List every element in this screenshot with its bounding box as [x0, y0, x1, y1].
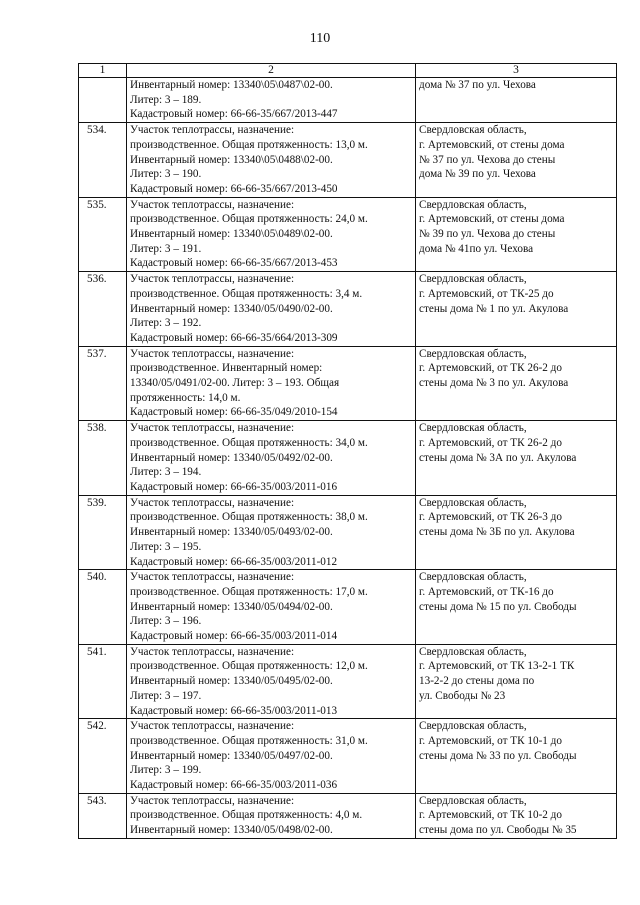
page-number: 110	[309, 31, 331, 46]
object-location	[416, 197, 617, 272]
description-line: Литер: 3 – 196.	[130, 615, 202, 628]
object-description	[127, 123, 416, 198]
description-line: Инвентарный номер: 13340/05/0490/02-00.	[130, 302, 333, 315]
location-line: стены дома № 33 по ул. Свободы	[419, 749, 577, 762]
description-line: производственное. Общая протяженность: 3,4 м.	[130, 287, 363, 300]
location-line: г. Артемовский, от ТК 10-1 до	[419, 734, 562, 747]
description-line: Инвентарный номер: 13340/05/0497/02-00.	[130, 749, 333, 762]
object-location	[416, 644, 617, 719]
table-row	[79, 272, 617, 347]
row-number: 541.	[79, 644, 127, 719]
location-line: Свердловская область,	[419, 124, 527, 137]
row-number: 540.	[79, 570, 127, 645]
location-line: Свердловская область,	[419, 422, 527, 435]
object-description	[127, 570, 416, 645]
location-line: Свердловская область,	[419, 273, 527, 286]
description-line: Литер: 3 – 192.	[130, 317, 202, 330]
location-line: стены дома по ул. Свободы № 35	[419, 824, 577, 837]
description-line: Кадастровый номер: 66-66-35/049/2010-154	[130, 406, 338, 419]
object-location	[416, 719, 617, 794]
object-location	[416, 495, 617, 570]
description-line: Участок теплотрассы, назначение:	[130, 720, 295, 733]
row-number: 542.	[79, 719, 127, 794]
description-line: Кадастровый номер: 66-66-35/003/2011-013	[130, 704, 338, 717]
description-line: 13340/05/0491/02-00. Литер: 3 – 193. Общая	[130, 377, 340, 390]
property-table	[78, 63, 617, 839]
location-line: дома № 41по ул. Чехова	[419, 242, 534, 255]
object-location	[416, 570, 617, 645]
description-line: Кадастровый номер: 66-66-35/003/2011-036	[130, 779, 338, 792]
location-line: Свердловская область,	[419, 198, 527, 211]
description-line: Кадастровый номер: 66-66-35/667/2013-450	[130, 182, 338, 195]
table-row	[79, 719, 617, 794]
location-line: дома № 39 по ул. Чехова	[419, 168, 536, 181]
description-line: производственное. Инвентарный номер:	[130, 362, 323, 375]
description-line: Кадастровый номер: 66-66-35/003/2011-012	[130, 555, 338, 568]
location-line: стены дома № 3Б по ул. Акулова	[419, 526, 575, 539]
description-line: Литер: 3 – 199.	[130, 764, 202, 777]
description-line: Участок теплотрассы, назначение:	[130, 347, 295, 360]
description-line: Участок теплотрассы, назначение:	[130, 794, 295, 807]
row-number: 536.	[79, 272, 127, 347]
column-header-2: 2	[127, 64, 416, 78]
table-row	[79, 644, 617, 719]
row-number	[79, 78, 127, 123]
location-line: г. Артемовский, от ТК 26-2 до	[419, 436, 562, 449]
location-line: 13-2-2 до стены дома по	[419, 675, 535, 688]
object-location	[416, 78, 617, 123]
object-description	[127, 719, 416, 794]
table-row	[79, 346, 617, 421]
location-line: г. Артемовский, от ТК 26-2 до	[419, 362, 562, 375]
object-description	[127, 495, 416, 570]
description-line: протяженность: 14,0 м.	[130, 391, 241, 404]
description-line: Участок теплотрассы, назначение:	[130, 645, 295, 658]
row-number: 543.	[79, 793, 127, 838]
column-header-1: 1	[79, 64, 127, 78]
object-description	[127, 644, 416, 719]
location-line: г. Артемовский, от ТК 13-2-1 ТК	[419, 660, 575, 673]
location-line: Свердловская область,	[419, 645, 527, 658]
object-description	[127, 421, 416, 496]
description-line: Инвентарный номер: 13340\05\0488\02-00.	[130, 153, 333, 166]
description-line: Участок теплотрассы, назначение:	[130, 198, 295, 211]
description-line: Участок теплотрассы, назначение:	[130, 422, 295, 435]
location-line: г. Артемовский, от ТК-16 до	[419, 585, 554, 598]
row-number: 539.	[79, 495, 127, 570]
table-row	[79, 570, 617, 645]
location-line: Свердловская область,	[419, 571, 527, 584]
location-line: г. Артемовский, от стены дома	[419, 213, 565, 226]
location-line: стены дома № 1 по ул. Акулова	[419, 302, 569, 315]
object-location	[416, 421, 617, 496]
location-line: стены дома № 3 по ул. Акулова	[419, 377, 569, 390]
description-line: Литер: 3 – 191.	[130, 242, 202, 255]
description-line: Инвентарный номер: 13340/05/0494/02-00.	[130, 600, 333, 613]
table-row	[79, 495, 617, 570]
description-line: Участок теплотрассы, назначение:	[130, 571, 295, 584]
description-line: Литер: 3 – 197.	[130, 689, 202, 702]
description-line: Инвентарный номер: 13340\05\0489\02-00.	[130, 228, 333, 241]
description-line: производственное. Общая протяженность: 31,0 м.	[130, 734, 368, 747]
object-description	[127, 197, 416, 272]
object-location	[416, 346, 617, 421]
object-location	[416, 793, 617, 838]
description-line: Участок теплотрассы, назначение:	[130, 496, 295, 509]
description-line: производственное. Общая протяженность: 38,0 м.	[130, 511, 368, 524]
description-line: Кадастровый номер: 66-66-35/667/2013-453	[130, 257, 338, 270]
table-row	[79, 793, 617, 838]
location-line: ул. Свободы № 23	[419, 689, 506, 702]
location-line: дома № 37 по ул. Чехова	[419, 79, 536, 91]
description-line: производственное. Общая протяженность: 24,0 м.	[130, 213, 368, 226]
description-line: Литер: 3 – 195.	[130, 540, 202, 553]
object-location	[416, 272, 617, 347]
row-number: 535.	[79, 197, 127, 272]
row-number: 534.	[79, 123, 127, 198]
location-line: № 37 по ул. Чехова до стены	[419, 153, 556, 166]
description-line: производственное. Общая протяженность: 13,0 м.	[130, 138, 368, 151]
description-line: производственное. Общая протяженность: 4,0 м.	[130, 809, 363, 822]
description-line: Литер: 3 – 189.	[130, 93, 202, 106]
row-number: 537.	[79, 346, 127, 421]
location-line: г. Артемовский, от стены дома	[419, 138, 565, 151]
location-line: г. Артемовский, от ТК 26-3 до	[419, 511, 562, 524]
location-line: г. Артемовский, от ТК-25 до	[419, 287, 554, 300]
location-line: № 39 по ул. Чехова до стены	[419, 228, 556, 241]
table-row	[79, 421, 617, 496]
description-line: производственное. Общая протяженность: 34,0 м.	[130, 436, 368, 449]
object-description	[127, 272, 416, 347]
location-line: Свердловская область,	[419, 720, 527, 733]
column-header-3: 3	[416, 64, 617, 78]
description-line: Инвентарный номер: 13340/05/0498/02-00.	[130, 824, 333, 837]
table-row	[79, 197, 617, 272]
description-line: Кадастровый номер: 66-66-35/003/2011-014	[130, 630, 338, 643]
location-line: Свердловская область,	[419, 496, 527, 509]
description-line: производственное. Общая протяженность: 17,0 м.	[130, 585, 368, 598]
table-body	[79, 78, 617, 839]
location-line: Свердловская область,	[419, 794, 527, 807]
table-row	[79, 78, 617, 123]
description-line: Инвентарный номер: 13340/05/0493/02-00.	[130, 526, 333, 539]
description-line: производственное. Общая протяженность: 12,0 м.	[130, 660, 368, 673]
description-line: Литер: 3 – 194.	[130, 466, 202, 479]
description-line: Кадастровый номер: 66-66-35/003/2011-016	[130, 480, 338, 493]
location-line: г. Артемовский, от ТК 10-2 до	[419, 809, 562, 822]
row-number: 538.	[79, 421, 127, 496]
table-header-row	[79, 64, 617, 78]
object-description	[127, 346, 416, 421]
object-location	[416, 123, 617, 198]
description-line: Литер: 3 – 190.	[130, 168, 202, 181]
description-line: Инвентарный номер: 13340/05/0495/02-00.	[130, 675, 333, 688]
table-row	[79, 123, 617, 198]
description-line: Кадастровый номер: 66-66-35/667/2013-447	[130, 108, 338, 121]
location-line: стены дома № 15 по ул. Свободы	[419, 600, 577, 613]
description-line: Участок теплотрассы, назначение:	[130, 124, 295, 137]
location-line: стены дома № 3А по ул. Акулова	[419, 451, 577, 464]
object-description	[127, 793, 416, 838]
description-line: Инвентарный номер: 13340\05\0487\02-00.	[130, 79, 333, 91]
description-line: Участок теплотрассы, назначение:	[130, 273, 295, 286]
location-line: Свердловская область,	[419, 347, 527, 360]
description-line: Инвентарный номер: 13340/05/0492/02-00.	[130, 451, 333, 464]
object-description	[127, 78, 416, 123]
description-line: Кадастровый номер: 66-66-35/664/2013-309	[130, 331, 338, 344]
